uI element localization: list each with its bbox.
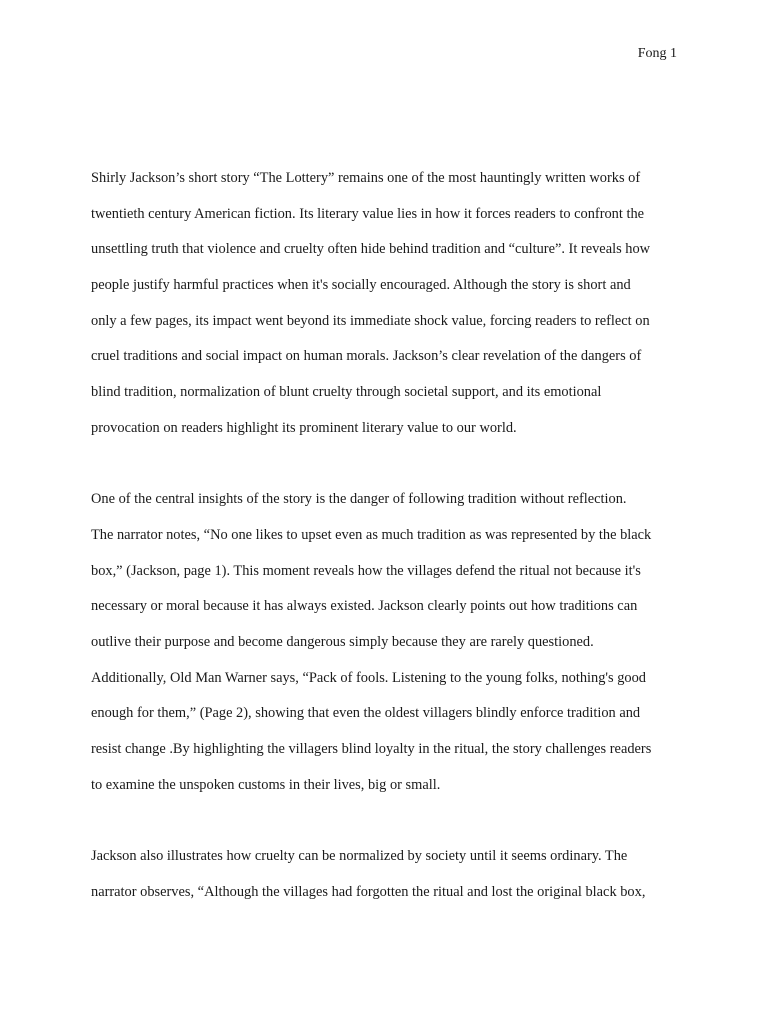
text-line: enough for them,” (Page 2), showing that even the oldest villagers blindly enforce tradition and: [91, 705, 641, 722]
text-line: twentieth century American fiction. Its literary value lies in how it forces readers to confront the: [91, 205, 645, 222]
text-line: unsettling truth that violence and cruelty often hide behind tradition and “culture”. It reveals how: [91, 241, 651, 258]
text-line: resist change .By highlighting the villagers blind loyalty in the ritual, the story challenges readers: [91, 741, 652, 757]
text-line: narrator observes, “Although the villages had forgotten the ritual and lost the original black box,: [91, 883, 646, 900]
page-header: [638, 44, 677, 64]
text-line: One of the central insights of the story is the danger of following tradition without reflection.: [91, 491, 627, 508]
text-line: only a few pages, its impact went beyond its immediate shock value, forcing readers to reflect on: [91, 312, 650, 329]
paragraph-cruelty: [91, 839, 677, 910]
text-line: people justify harmful practices when it's socially encouraged. Although the story is short and: [91, 277, 631, 294]
page-number-label: Fong 1: [637, 46, 677, 61]
text-line: Jackson also illustrates how cruelty can be normalized by society until it seems ordinary. The: [91, 848, 628, 865]
text-line: The narrator notes, “No one likes to upset even as much tradition as was represented by the black: [91, 526, 652, 543]
text-line: cruel traditions and social impact on human morals. Jackson’s clear revelation of the dangers of: [91, 348, 642, 365]
text-line: necessary or moral because it has always existed. Jackson clearly points out how traditions can: [91, 598, 638, 615]
paragraph-tradition: [91, 482, 677, 803]
paragraph-intro: [91, 161, 677, 447]
text-line: outlive their purpose and become dangerous simply because they are rarely questioned.: [91, 633, 594, 650]
text-line: Additionally, Old Man Warner says, “Pack of fools. Listening to the young folks, nothing's good: [91, 669, 647, 686]
text-line: box,” (Jackson, page 1). This moment reveals how the villages defend the ritual not because it's: [91, 562, 641, 579]
text-line: to examine the unspoken customs in their lives, big or small.: [91, 776, 441, 793]
text-line: blind tradition, normalization of blunt cruelty through societal support, and its emotional: [91, 384, 602, 401]
essay-body: [91, 161, 677, 910]
text-line: provocation on readers highlight its prominent literary value to our world.: [91, 419, 517, 436]
text-line: Shirly Jackson’s short story “The Lottery” remains one of the most hauntingly written works of: [91, 170, 641, 186]
